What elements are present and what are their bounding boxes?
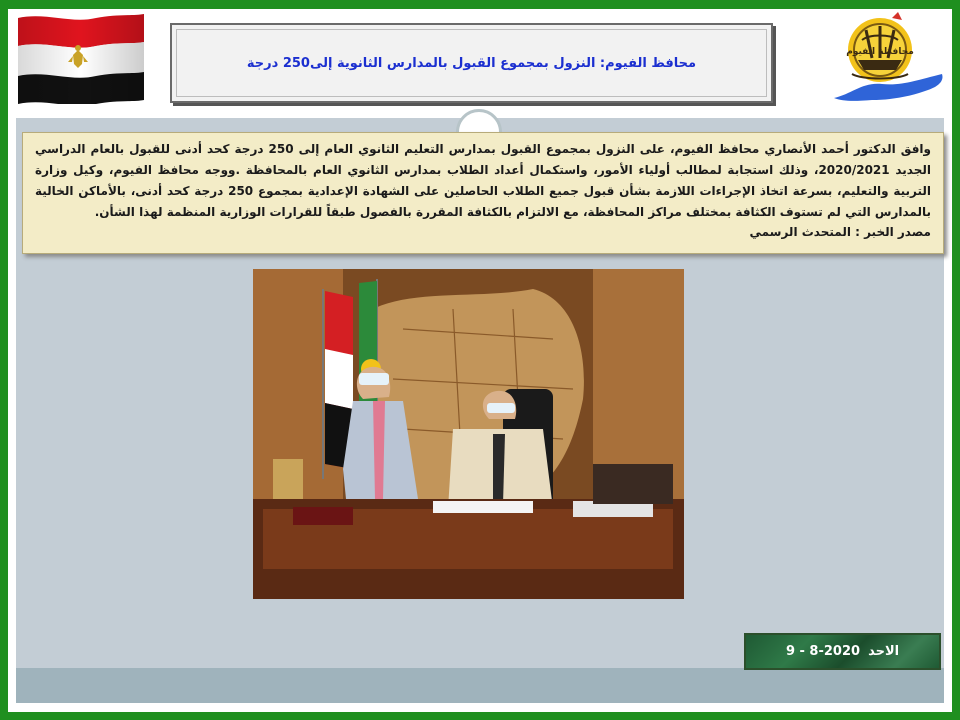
headline-title: محافظ الفيوم: النزول بمجموع القبول بالمدارس الثانوية إلى250 درجة — [246, 55, 697, 71]
logo-text: محافظة الفيوم — [846, 47, 914, 57]
date-day: الاحد — [868, 644, 900, 659]
headline-banner — [170, 23, 773, 103]
footer-band — [16, 668, 944, 703]
date-badge — [744, 633, 941, 670]
news-article — [22, 132, 944, 254]
egypt-flag-icon — [16, 12, 146, 104]
news-photo — [253, 269, 684, 599]
news-body: وافق الدكتور أحمد الأنصاري محافظ الفيوم، على النزول بمجموع القبول بمدارس التعليم الثانوي العام إلى 250 درجة كحد أدنى للقبول بالعام الدراسي الجديد 2020/2021، وذلك استجابة لمطالب أولياء الأمور، واستكمال أعداد الطلاب بمدارس الثانوي العام بالمحافظة .ووجه محافظ الفيوم، وكيل وزارة التربية والتعليم، بسرعة اتخاذ الإجراءات اللازمة بشأن قبول جميع الطلاب الحاصلين على الشهادة الإعدادية بمجموع 250 درجة كحد أدنى، بالأماكن الخالية بالمدارس التي لم تستوف الكثافة بمختلف مراكز المحافظة، مع الالتزام بالكثافة المقررة بالفصول طبقاً للقرارات الوزارية المنظمة لهذا الشأن. — [35, 142, 932, 219]
fayoum-governorate-logo-icon — [832, 10, 947, 105]
date-value: 9 - 8-2020 — [785, 644, 861, 659]
news-source: مصدر الخبر : المتحدث الرسمي — [749, 225, 931, 239]
